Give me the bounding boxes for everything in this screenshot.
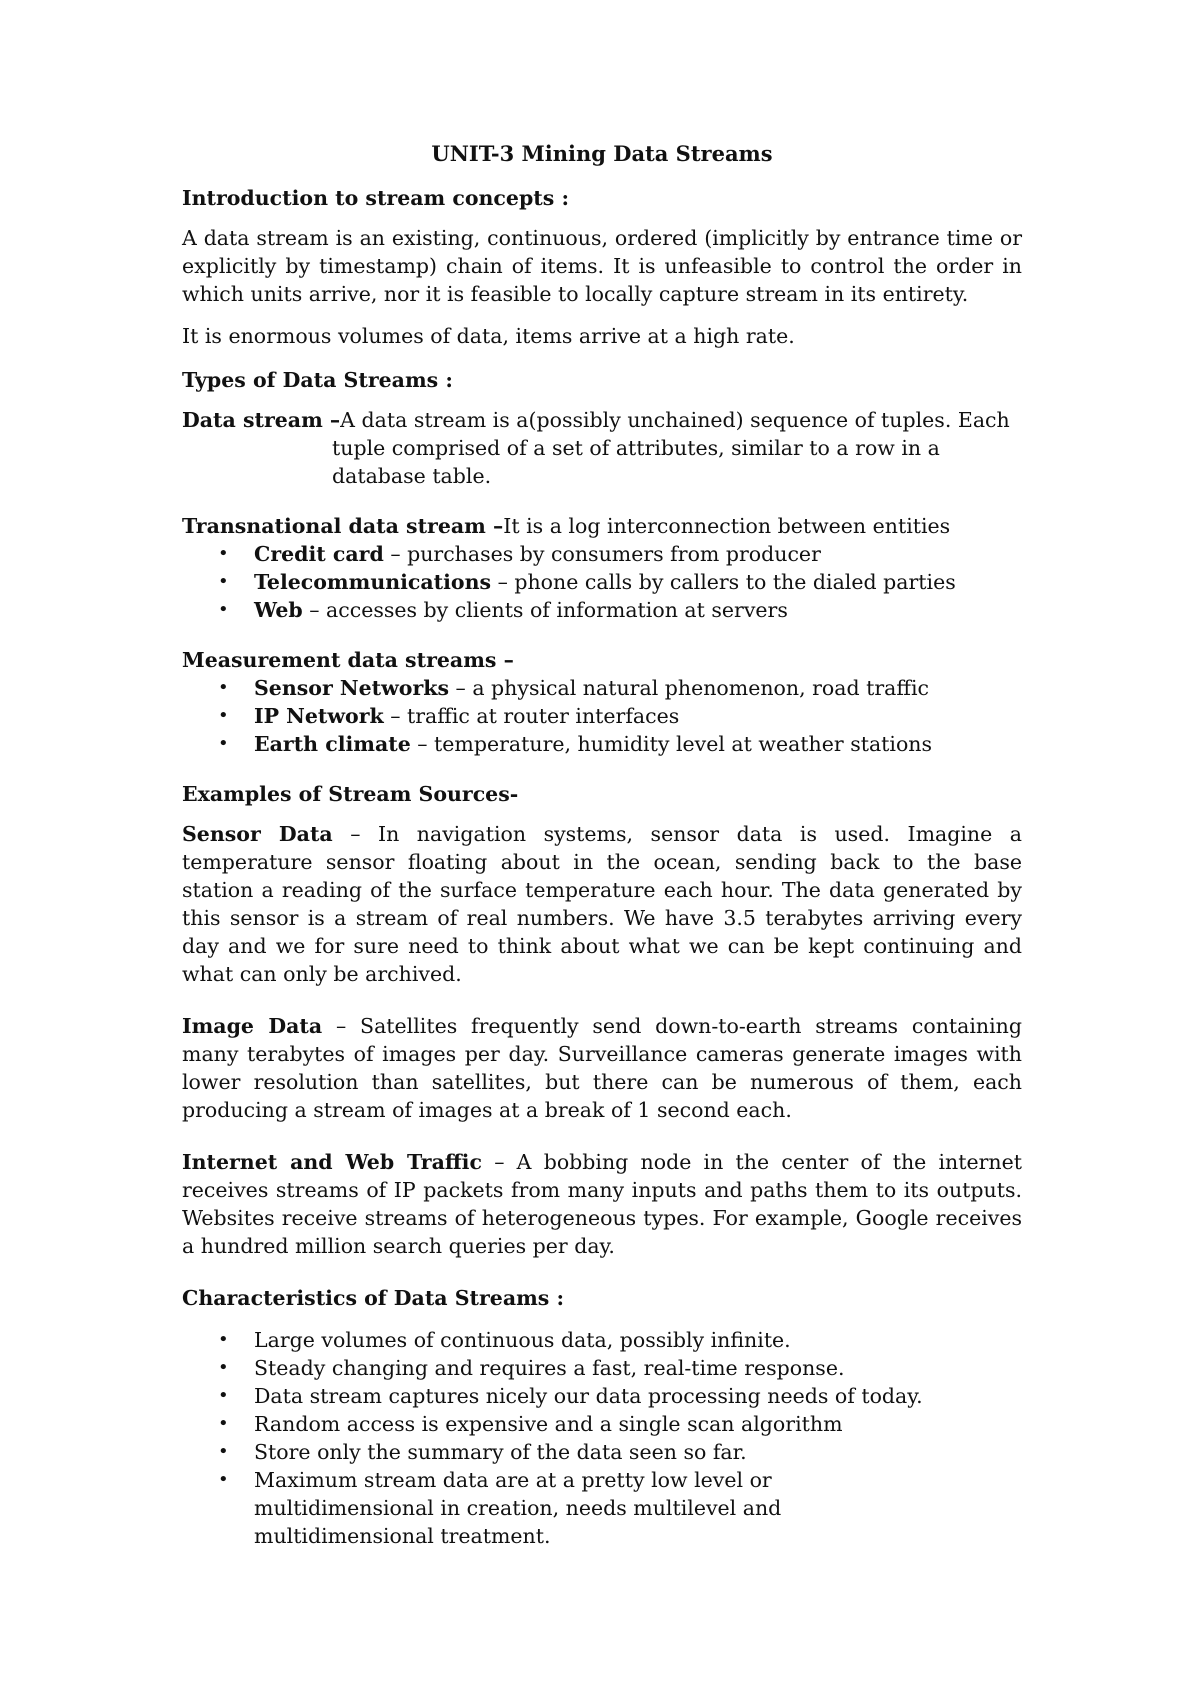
- list-item: [218, 596, 1022, 624]
- measurement-definition: [182, 646, 1022, 674]
- bullet-icon: •: [218, 733, 229, 754]
- internet-traffic-text: – A bobbing node in the center of the internet receives streams of IP packets from many inputs and paths them to its outputs. Websites receive streams of heterogeneous types. For example, Google receives a hundred million search queries per day.: [182, 1150, 1023, 1258]
- list-item: [218, 568, 1022, 596]
- bullet-icon: •: [218, 571, 229, 592]
- measurement-term: Measurement data streams –: [182, 648, 514, 672]
- bullet-icon: •: [218, 1357, 229, 1378]
- list-item: [218, 1382, 1022, 1410]
- list-item-text: Steady changing and requires a fast, real-time response.: [254, 1356, 845, 1380]
- image-data-text: – Satellites frequently send down-to-earth streams containing many terabytes of images per day. Surveillance cameras generate images with lower resolution than satellites, but there can be numerous of them, each producing a stream of images at a break of 1 second each.: [182, 1014, 1023, 1122]
- characteristics-list: [182, 1326, 1022, 1550]
- list-item-term: Credit card: [254, 542, 384, 566]
- list-item-text: – purchases by consumers from producer: [383, 542, 821, 566]
- list-item-text: – temperature, humidity level at weather stations: [410, 732, 933, 756]
- characteristics-heading: Characteristics of Data Streams :: [182, 1286, 565, 1310]
- bullet-icon: •: [218, 1329, 229, 1350]
- data-stream-text: A data stream is a(possibly unchained) sequence of tuples. Each tuple comprised of a set of attributes, similar to a row in a database table.: [332, 408, 1010, 488]
- sensor-data-term: Sensor Data: [182, 822, 333, 846]
- list-item-term: Web: [254, 598, 303, 622]
- bullet-icon: •: [218, 1413, 229, 1434]
- bullet-icon: •: [218, 677, 229, 698]
- list-item-term: Telecommunications: [254, 570, 492, 594]
- image-data-term: Image Data: [182, 1014, 323, 1038]
- bullet-icon: •: [218, 1385, 229, 1406]
- data-stream-definition: [182, 406, 1022, 490]
- bullet-icon: •: [218, 599, 229, 620]
- list-item: [218, 1354, 1022, 1382]
- list-item-text: Large volumes of continuous data, possibly infinite.: [254, 1328, 791, 1352]
- document-page: [182, 140, 1022, 1572]
- sensor-data-text: – In navigation systems, sensor data is used. Imagine a temperature sensor floating about in the ocean, sending back to the base station a reading of the surface temperature each hour. The data generated by this sensor is a stream of real numbers. We have 3.5 terabytes arriving every day and we for sure need to think about what we can be kept continuing and what can only be archived.: [182, 822, 1022, 986]
- intro-paragraph-2: It is enormous volumes of data, items arrive at a high rate.: [182, 324, 795, 348]
- list-item-text: – traffic at router interfaces: [383, 704, 680, 728]
- internet-traffic-paragraph: [182, 1148, 1022, 1260]
- internet-traffic-term: Internet and Web Traffic: [182, 1150, 482, 1174]
- list-item-text: Maximum stream data are at a pretty low level or multidimensional in creation, needs multilevel and multidimensional treatment.: [254, 1468, 782, 1548]
- data-stream-term: Data stream –: [182, 408, 341, 432]
- list-item: [218, 1438, 1022, 1466]
- list-item: [218, 702, 1022, 730]
- intro-heading: Introduction to stream concepts :: [182, 186, 570, 210]
- bullet-icon: •: [218, 1441, 229, 1462]
- list-item-text: – a physical natural phenomenon, road traffic: [449, 676, 929, 700]
- measurement-list: [182, 674, 1022, 758]
- list-item-text: – phone calls by callers to the dialed parties: [491, 570, 956, 594]
- bullet-icon: •: [218, 705, 229, 726]
- transactional-list: [182, 540, 1022, 624]
- list-item-term: Earth climate: [254, 732, 411, 756]
- list-item-text: Data stream captures nicely our data processing needs of today.: [254, 1384, 923, 1408]
- transactional-text: It is a log interconnection between entities: [503, 514, 951, 538]
- list-item-term: Sensor Networks: [254, 676, 450, 700]
- image-data-paragraph: [182, 1012, 1022, 1124]
- list-item: [218, 1410, 1022, 1438]
- transactional-definition: [182, 512, 1022, 540]
- list-item-text: Random access is expensive and a single scan algorithm: [254, 1412, 843, 1436]
- document-title: UNIT-3 Mining Data Streams: [431, 141, 773, 166]
- list-item: [218, 1326, 1022, 1354]
- types-heading: Types of Data Streams :: [182, 368, 453, 392]
- list-item: [218, 540, 1022, 568]
- bullet-icon: •: [218, 1469, 229, 1490]
- examples-heading: Examples of Stream Sources-: [182, 782, 519, 806]
- list-item-text: – accesses by clients of information at servers: [302, 598, 788, 622]
- list-item: [218, 1466, 1022, 1550]
- list-item: [218, 730, 1022, 758]
- intro-paragraph: A data stream is an existing, continuous, ordered (implicitly by entrance time or explicitly by timestamp) chain of items. It is unfeasible to control the order in which units arrive, nor it is feasible to locally capture stream in its entirety.: [182, 226, 1022, 306]
- list-item-term: IP Network: [254, 704, 384, 728]
- list-item: [218, 674, 1022, 702]
- transactional-term: Transnational data stream –: [182, 514, 504, 538]
- bullet-icon: •: [218, 543, 229, 564]
- sensor-data-paragraph: [182, 820, 1022, 988]
- list-item-text: Store only the summary of the data seen so far.: [254, 1440, 747, 1464]
